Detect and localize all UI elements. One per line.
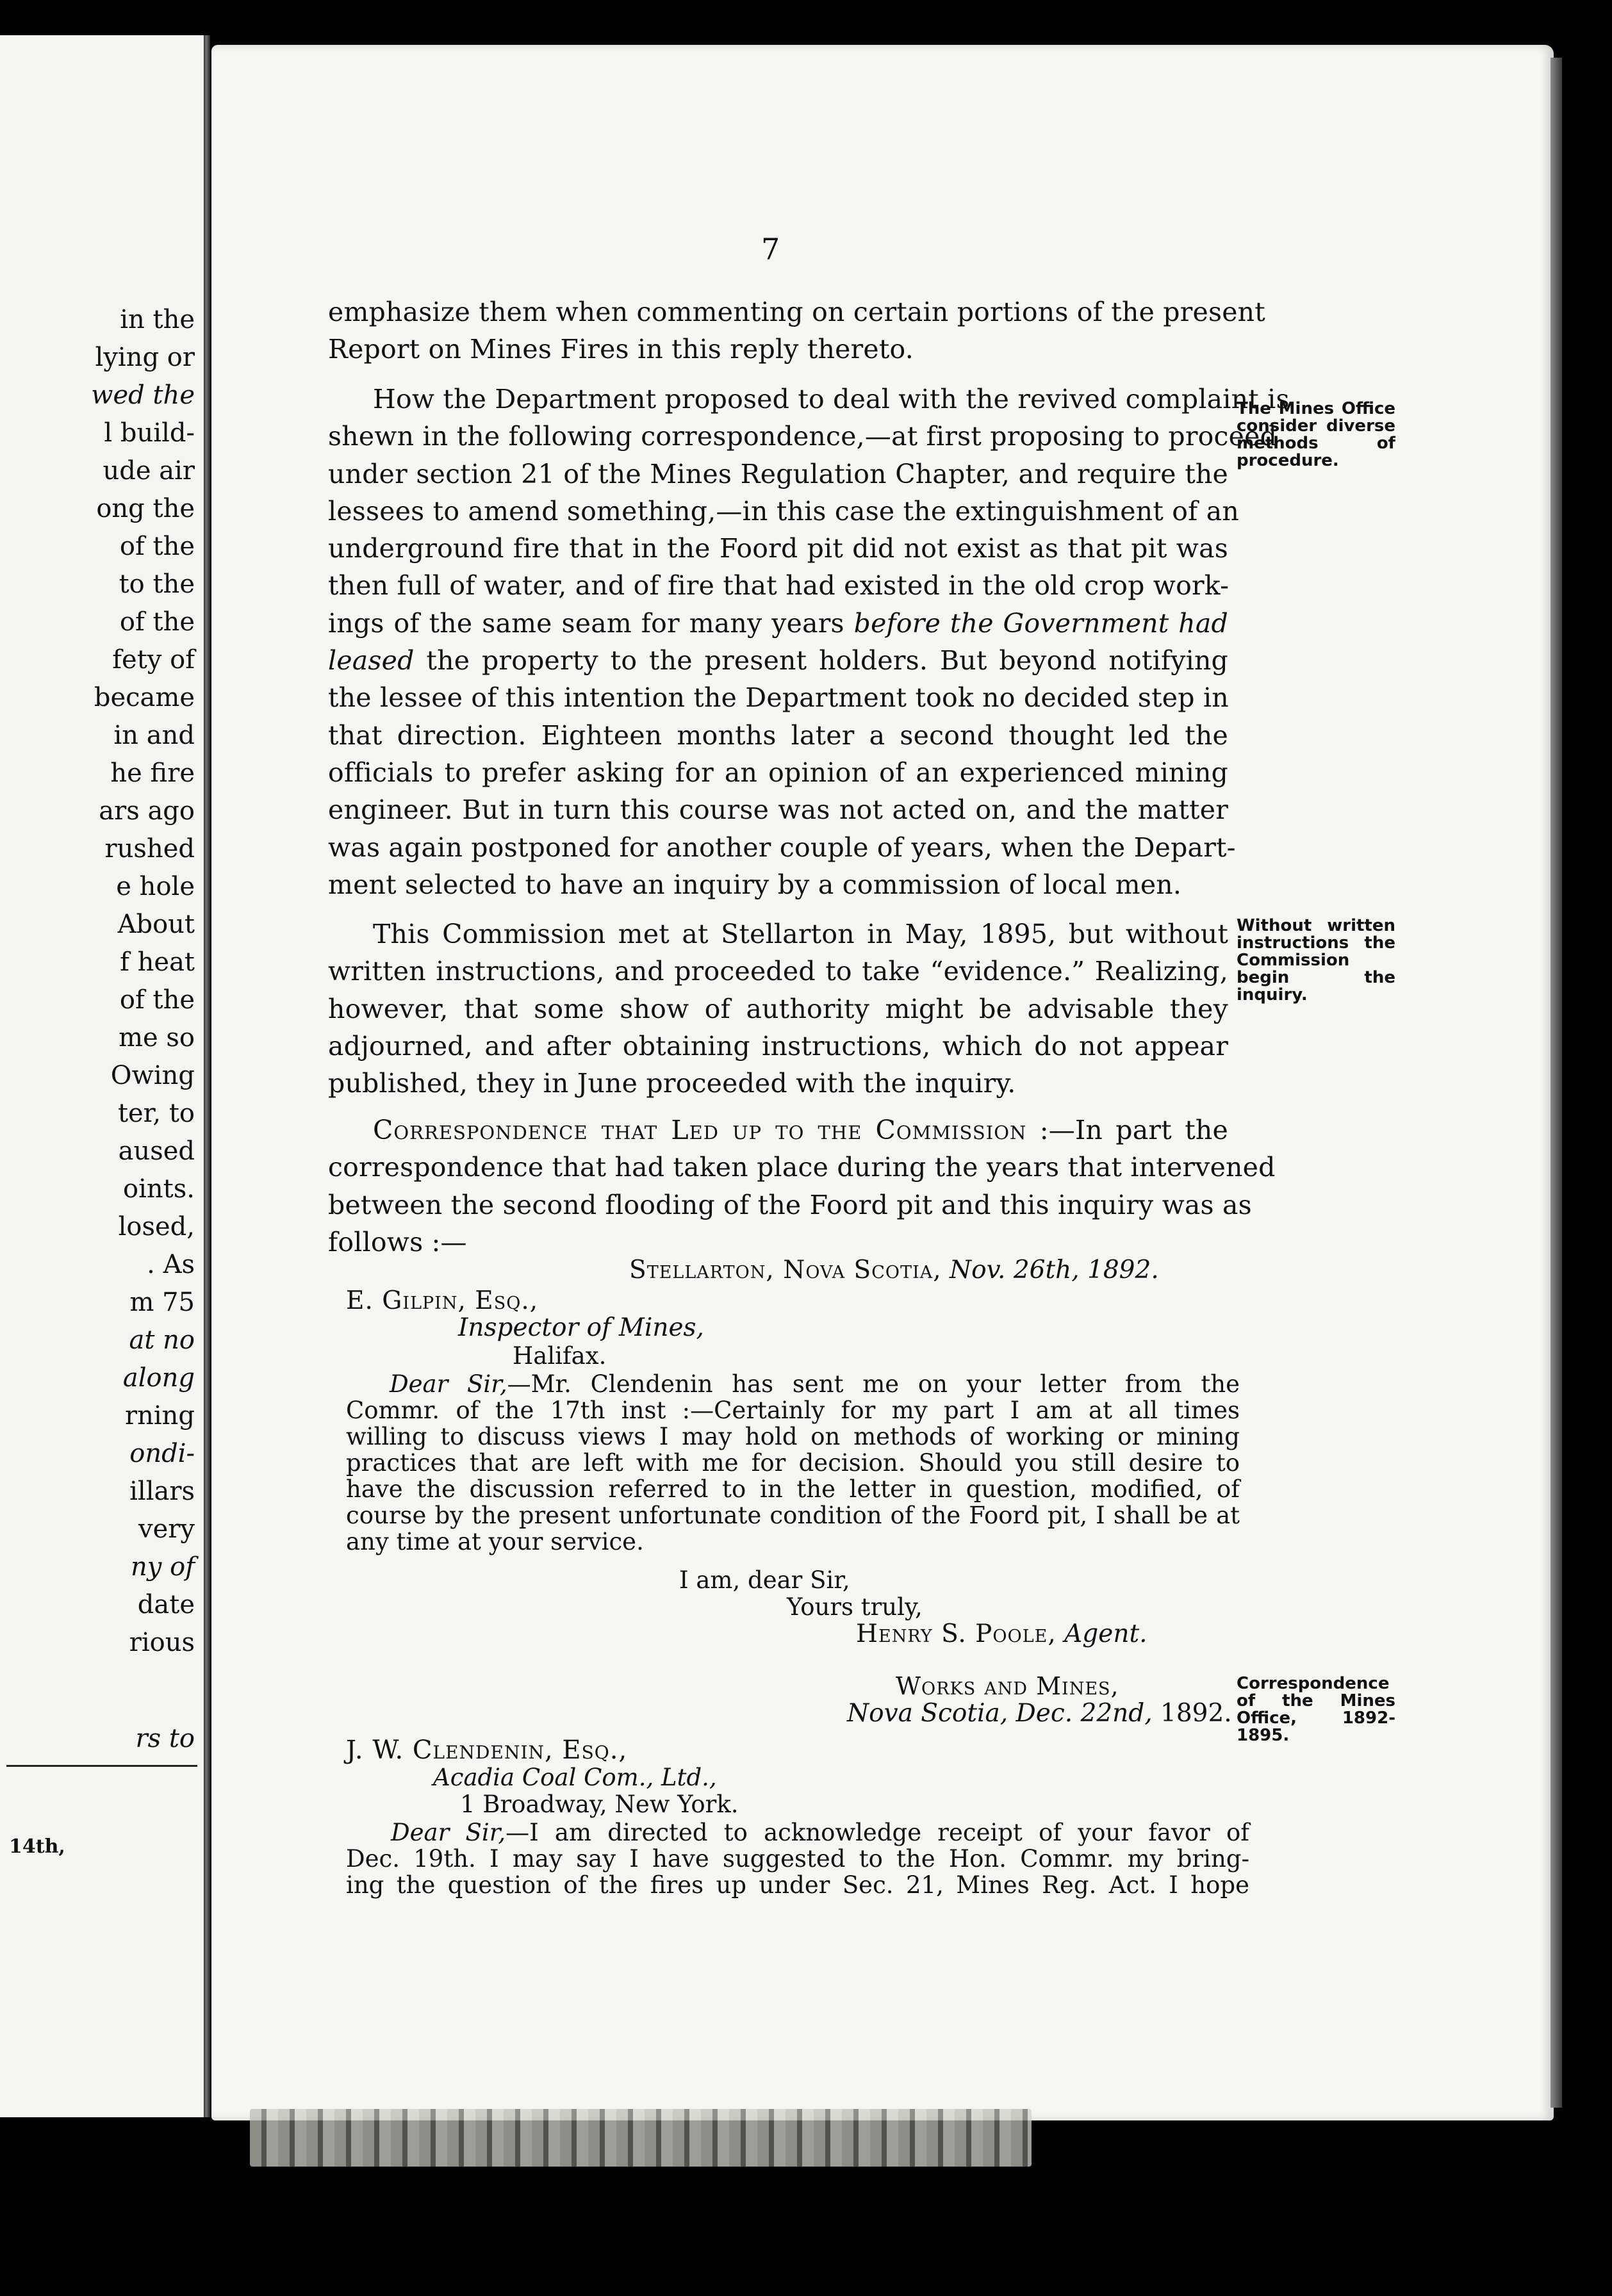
letter1-closing: I am, dear Sir, (679, 1566, 850, 1594)
facing-page-line-fragment: m 75 (129, 1288, 195, 1317)
salutation: Dear Sir, (391, 1819, 506, 1846)
text-line: the lessee of this intention the Department took no decided step in (328, 682, 1229, 714)
letter1-body (346, 1371, 1240, 1555)
facing-page-line-fragment: aused (118, 1136, 195, 1166)
facing-page-line-fragment: e hole (116, 872, 195, 901)
facing-page-fragment (0, 35, 208, 2117)
italic-word: leased (328, 645, 415, 676)
text-line: was again postponed for another couple of years, when the Depart- (328, 832, 1236, 863)
text-line: ings of the same seam for many years before the Government had (328, 607, 1228, 639)
facing-page-line-fragment: . As (147, 1250, 195, 1279)
facing-page-line-fragment: of the (119, 532, 195, 561)
facing-page-line-fragment: along (122, 1363, 195, 1393)
facing-page-line-fragment: rushed (104, 834, 195, 864)
facing-page-line-fragment: rning (124, 1401, 195, 1431)
text-line: any time at your service. (346, 1528, 644, 1555)
text-line: that direction. Eighteen months later a second thought led the (328, 719, 1228, 751)
letter1-addressee-title: Inspector of Mines, (458, 1313, 704, 1342)
facing-page-line-fragment: me so (119, 1023, 195, 1053)
paragraph-commission (328, 915, 1228, 1102)
facing-page-line-fragment: wed the (91, 381, 195, 410)
paragraph-correspondence-intro (328, 1111, 1276, 1261)
letter1-addressee-city: Halifax. (513, 1342, 607, 1370)
text-line: willing to discuss views I may hold on methods of working or mining (346, 1423, 1240, 1450)
letter2-addressee-company: Acadia Coal Com., Ltd., (433, 1764, 717, 1791)
text-line: ment selected to have an inquiry by a commission of local men. (328, 869, 1182, 900)
margin-note-procedure: The Mines Office consider diverse methods of procedure. (1237, 399, 1395, 470)
text-line: ing the question of the fires up under Sec. 21, Mines Reg. Act. I hope (346, 1871, 1249, 1899)
facing-page-line-fragment: rious (129, 1628, 195, 1657)
facing-page-line-fragment: lying or (95, 343, 195, 372)
facing-page-line-fragment: losed, (118, 1212, 195, 1242)
facing-page-line-fragment: at no (129, 1325, 195, 1355)
page-edge-shadow (1550, 58, 1562, 2108)
text-line: Dear Sir,—I am directed to acknowledge receipt of your favor of (391, 1819, 1249, 1846)
facing-page-line-fragment: oints. (123, 1174, 195, 1204)
letter2-addressee-address: 1 Broadway, New York. (460, 1791, 739, 1818)
text-line: however, that some show of authority might be advisable they (328, 993, 1228, 1024)
italic-phrase: before the Government had (853, 607, 1228, 639)
text-line: published, they in June proceeded with the inquiry. (328, 1068, 1016, 1099)
facing-page-line-fragment: in and (113, 721, 195, 750)
letter1-dateline: Stellarton, Nova Scotia, Nov. 26th, 1892. (629, 1256, 1159, 1284)
text-line: Dear Sir,—Mr. Clendenin has sent me on your letter from the (390, 1370, 1240, 1398)
facing-page-line-fragment: ong the (96, 494, 195, 523)
letter2-place: Works and Mines, (896, 1672, 1119, 1700)
facing-page-line-fragment: Owing (110, 1061, 195, 1090)
footnote-rule (6, 1765, 197, 1767)
facing-page-line-fragment: About (117, 910, 195, 939)
text-line: underground fire that in the Foord pit did not exist as that pit was (328, 533, 1228, 564)
facing-page-line-fragment: illars (129, 1477, 195, 1506)
paragraph-department (328, 381, 1290, 903)
facing-page-line-fragment: fety of (112, 645, 195, 675)
section-heading: Correspondence that Led up to the Commission (373, 1115, 1027, 1145)
facing-page-line-fragment: ars ago (99, 796, 195, 826)
text-line: This Commission met at Stellarton in May, 1895, but without (373, 919, 1228, 949)
letter2-date: Nova Scotia, Dec. 22nd, 1892. (847, 1699, 1232, 1728)
facing-page-line-fragment: rs to (135, 1724, 195, 1753)
facing-page-line-fragment: ny of (131, 1552, 195, 1582)
text-line: emphasize them when commenting on certain portions of the present (328, 297, 1265, 327)
text-line: shewn in the following correspondence,—at first proposing to proceed (328, 421, 1278, 452)
text-line: course by the present unfortunate condition of the Foord pit, I shall be at (346, 1502, 1240, 1529)
text-line: officials to prefer asking for an opinion of an experienced mining (328, 757, 1228, 788)
facing-page-line-fragment: ude air (103, 456, 195, 486)
text-line: Commr. of the 17th inst :—Certainly for my part I am at all times (346, 1397, 1240, 1424)
page-number: 7 (761, 232, 780, 266)
salutation: Dear Sir, (390, 1370, 507, 1398)
text-line: engineer. But in turn this course was not acted on, and the matter (328, 794, 1228, 826)
text-line: How the Department proposed to deal with the revived complaint is (373, 384, 1290, 414)
letter1-addressee: E. Gilpin, Esq., (346, 1286, 539, 1315)
facing-page-line-fragment: f heat (120, 947, 195, 977)
text-line: lessees to amend something,—in this case the extinguishment of an (328, 495, 1239, 527)
book-gutter (204, 35, 210, 2117)
text-line: written instructions, and proceeded to take “evidence.” Realizing, (328, 956, 1228, 987)
text-line: adjourned, and after obtaining instructions, which do not appear (328, 1030, 1228, 1062)
page-bottom-scan-artifact (250, 2109, 1032, 2167)
text-line: then full of water, and of fire that had existed in the old crop work- (328, 570, 1230, 602)
text-line: follows :— (328, 1226, 467, 1258)
facing-page-line-fragment: became (94, 683, 195, 712)
letter2-addressee: J. W. Clendenin, Esq., (346, 1735, 628, 1765)
letter2-body (346, 1819, 1249, 1898)
paragraph-intro (328, 293, 1265, 368)
text-line: Correspondence that Led up to the Commission :—In part the (373, 1115, 1228, 1145)
facing-page-footnote: 14th, (9, 1835, 65, 1858)
text-line: Dec. 19th. I may say I have suggested to the Hon. Commr. my bring- (346, 1845, 1249, 1873)
facing-page-line-fragment: to the (119, 570, 195, 599)
text-line: leased the property to the present holders. But beyond notifying (328, 645, 1228, 676)
facing-page-line-fragment: ter, to (117, 1099, 195, 1128)
text-line: have the discussion referred to in the letter in question, modified, of (346, 1475, 1240, 1503)
facing-page-line-fragment: in the (120, 305, 195, 334)
text-line: between the second flooding of the Foord pit and this inquiry was as (328, 1189, 1252, 1220)
margin-note-commission: Without written instructions the Commission begin the inquiry. (1237, 916, 1395, 1004)
facing-page-line-fragment: he fire (110, 758, 195, 788)
text-line: correspondence that had taken place during the years that intervened (328, 1152, 1276, 1183)
facing-page-line-fragment: very (138, 1514, 195, 1544)
text-line: under section 21 of the Mines Regulation Chapter, and require the (328, 458, 1228, 489)
letter1-closing-yours: Yours truly, (787, 1593, 923, 1621)
letter1-signature: Henry S. Poole, Agent. (856, 1620, 1147, 1648)
facing-page-line-fragment: l build- (104, 418, 195, 448)
margin-note-correspondence: Correspondence of the Mines Office, 1892-1895. (1237, 1674, 1395, 1745)
facing-page-line-fragment: date (137, 1590, 195, 1620)
facing-page-line-fragment: of the (119, 607, 195, 637)
text-line: Report on Mines Fires in this reply thereto. (328, 334, 914, 365)
text-line: practices that are left with me for decision. Should you still desire to (346, 1449, 1240, 1477)
facing-page-line-fragment: of the (119, 985, 195, 1015)
facing-page-line-fragment: ondi- (129, 1439, 195, 1468)
